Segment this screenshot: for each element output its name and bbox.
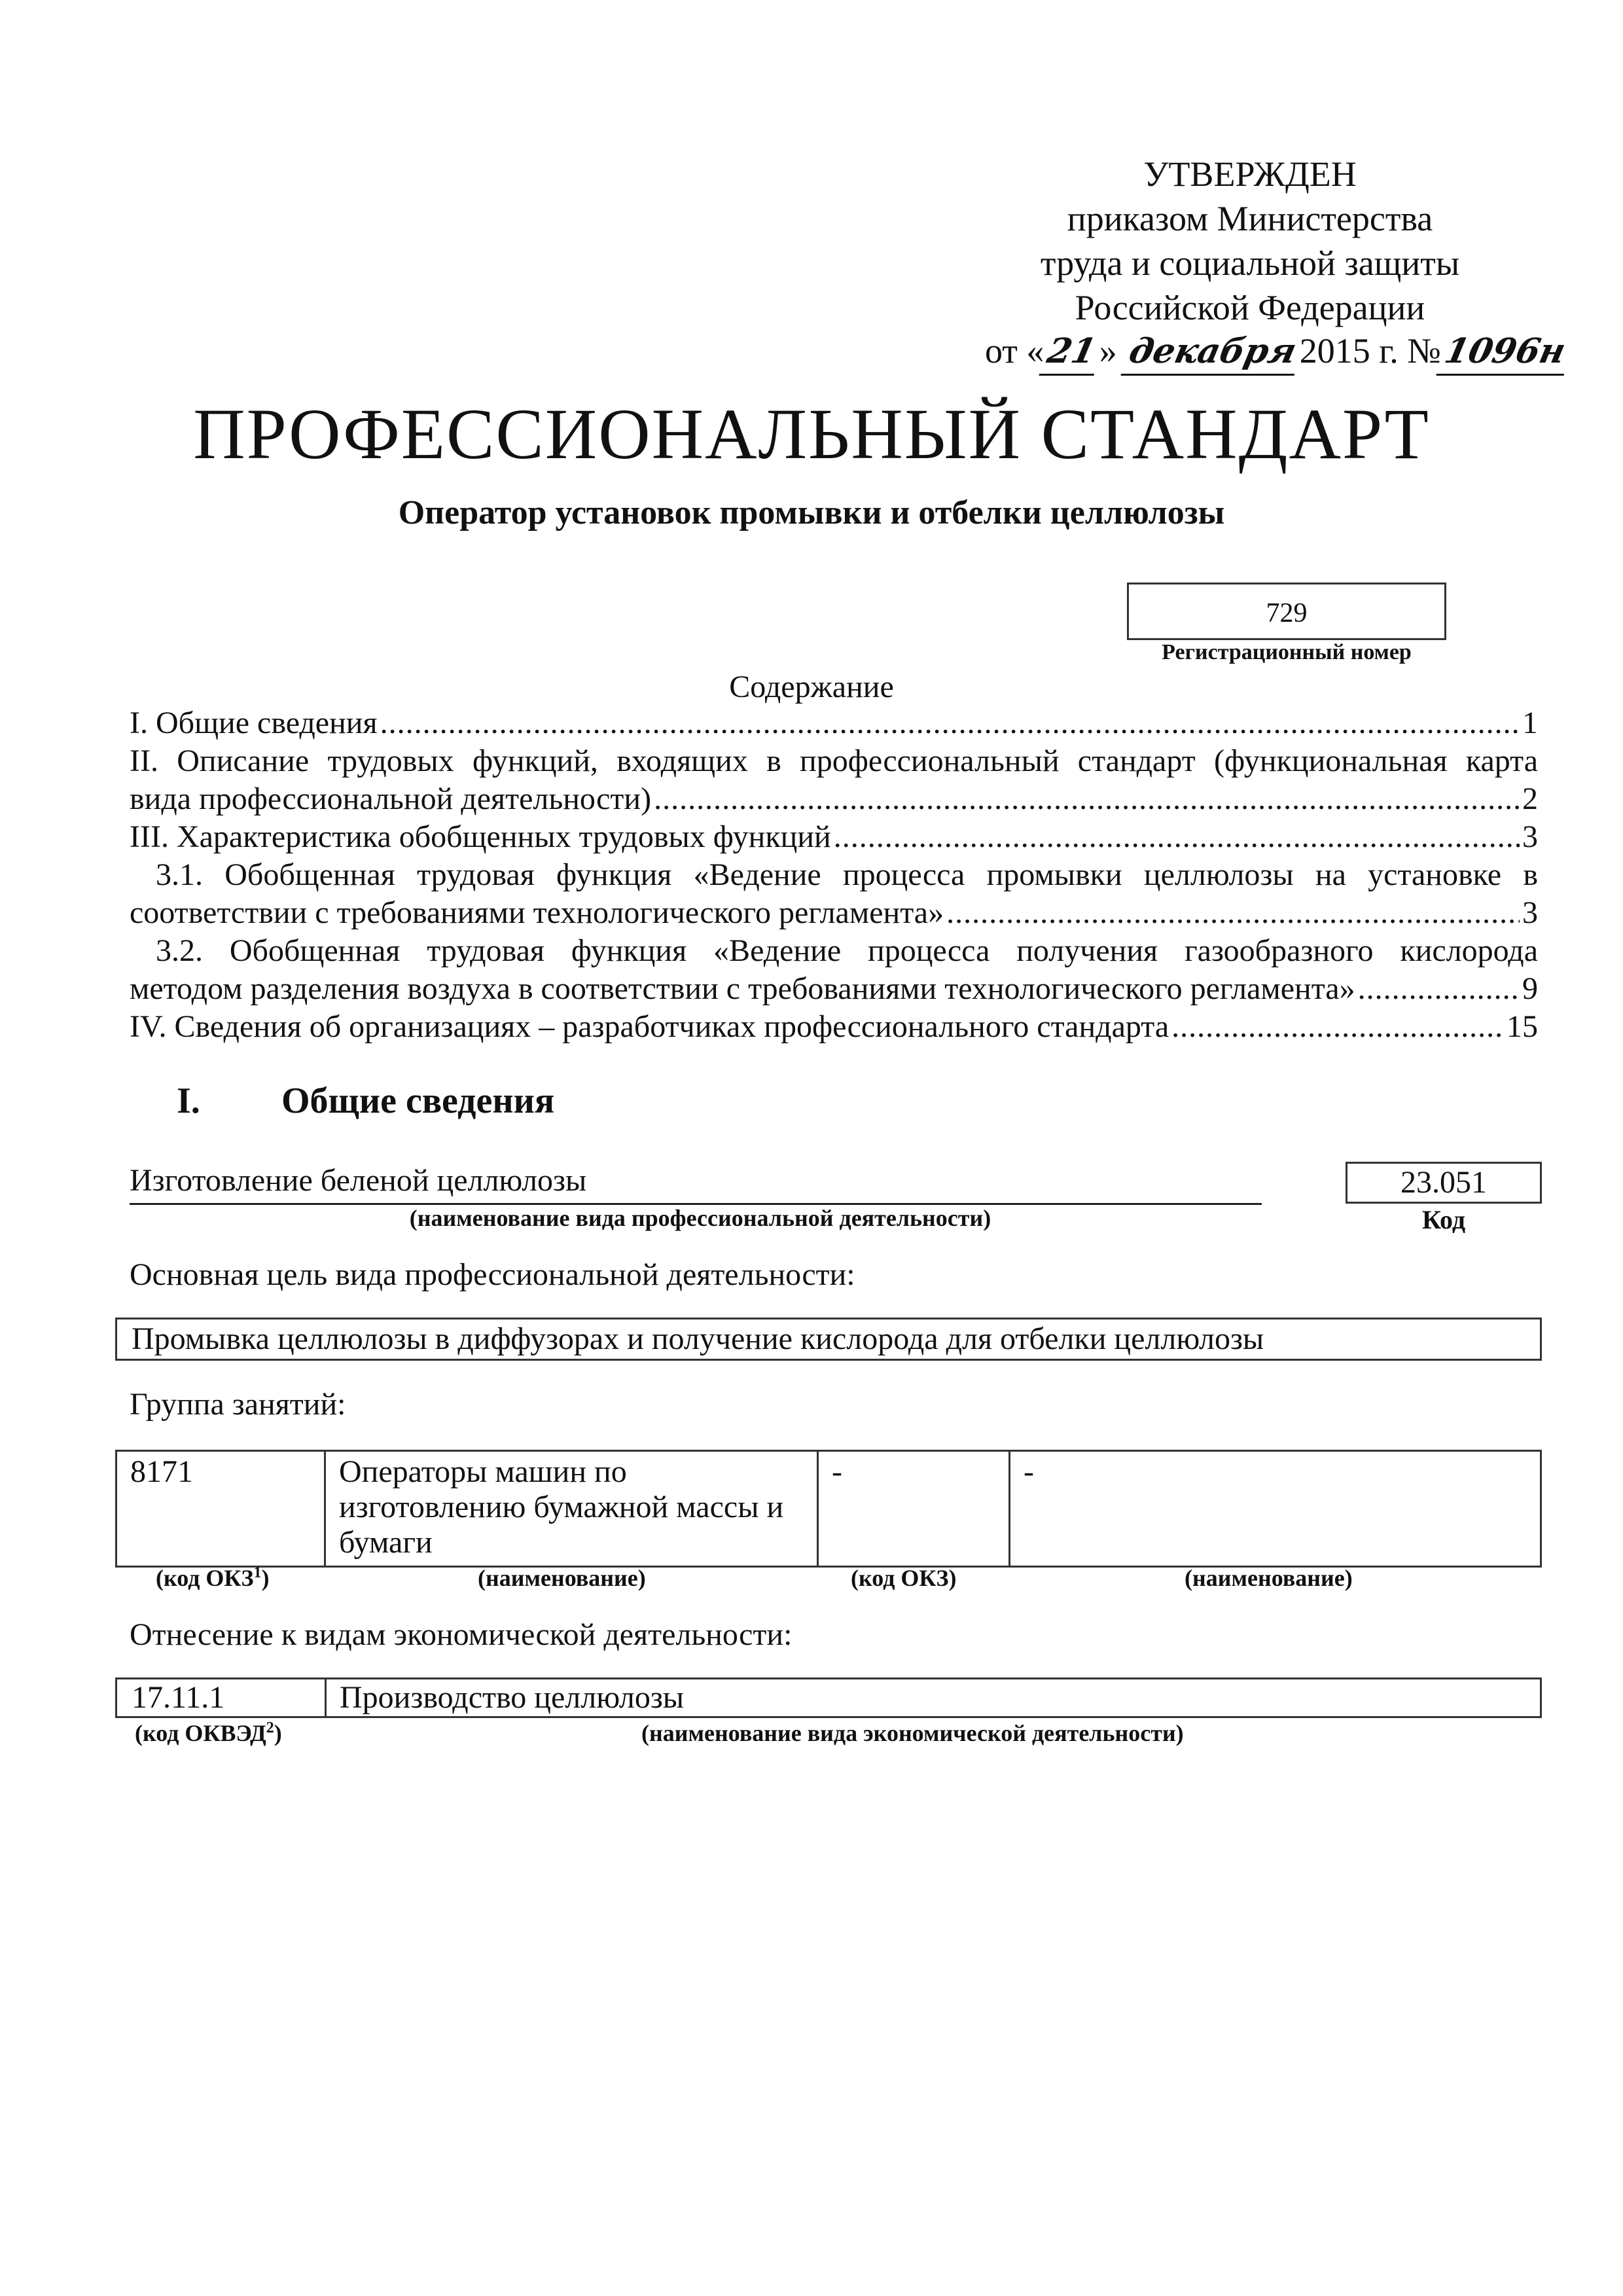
okved-code-caption-end: ) xyxy=(274,1720,282,1746)
okz-code-cell-2: - xyxy=(818,1451,1010,1567)
order-number-handwritten: 1096н xyxy=(1436,329,1573,376)
okved-code-cell: 17.11.1 xyxy=(117,1679,327,1716)
approval-heading: УТВЕРЖДЕН xyxy=(1143,154,1357,194)
okved-name-caption: (наименование вида экономической деятельности) xyxy=(641,1720,1184,1746)
okz-code-caption-end: ) xyxy=(261,1565,270,1591)
order-year: 2015 г. № xyxy=(1299,331,1441,370)
okz-name-caption-2: (наименование) xyxy=(1185,1565,1353,1591)
okved-name-cell: Производство целлюлозы xyxy=(340,1680,685,1715)
toc-page-number: 9 xyxy=(1522,971,1538,1006)
toc-item-text: соответствии с требованиями технологического регламента» xyxy=(130,895,944,930)
order-prefix: от « xyxy=(985,331,1044,370)
toc-item-text: методом разделения воздуха в соответствии с требованиями технологического регламента» xyxy=(130,971,1355,1006)
toc-leader xyxy=(654,780,1520,818)
toc-item[interactable] xyxy=(130,932,1538,1008)
toc-page-number: 2 xyxy=(1522,781,1538,816)
okz-code-caption xyxy=(156,1564,270,1592)
approval-line-order: приказом Министерства xyxy=(1067,199,1433,238)
toc-item[interactable] xyxy=(130,704,1538,742)
document-subtitle: Оператор установок промывки и отбелки целлюлозы xyxy=(398,494,1225,531)
occupation-group-table xyxy=(115,1450,1542,1568)
goal-box xyxy=(115,1318,1542,1361)
activity-name-caption: (наименование вида профессиональной деятельности) xyxy=(409,1205,991,1231)
section-heading xyxy=(177,1080,554,1122)
toc-leader xyxy=(380,704,1520,742)
activity-code-caption: Код xyxy=(1421,1205,1466,1234)
approval-line-country: Российской Федерации xyxy=(1075,288,1425,327)
econ-label: Отнесение к видам экономической деятельности: xyxy=(130,1617,793,1652)
toc-leader xyxy=(834,818,1520,856)
group-label: Группа занятий: xyxy=(130,1387,346,1422)
toc-item[interactable] xyxy=(130,856,1538,932)
footnote-marker: 1 xyxy=(253,1564,262,1581)
order-day-handwritten: 21 xyxy=(1039,329,1104,376)
activity-name-field xyxy=(130,1162,1262,1205)
toc-leader xyxy=(1171,1008,1504,1046)
toc-page-number: 3 xyxy=(1522,819,1538,854)
registration-number-box: 729 xyxy=(1127,583,1446,640)
section-title: Общие сведения xyxy=(281,1081,555,1121)
toc-item[interactable] xyxy=(130,818,1538,856)
goal-text: Промывка целлюлозы в диффузорах и получение кислорода для отбелки целлюлозы xyxy=(132,1321,1264,1356)
toc-leader xyxy=(946,894,1520,932)
toc-item-text: III. Характеристика обобщенных трудовых функций xyxy=(130,819,831,854)
okz-code-caption-2: (код ОКЗ) xyxy=(851,1565,957,1591)
activity-code-box: 23.051 xyxy=(1346,1162,1542,1204)
okz-code-caption-text: (код ОКЗ xyxy=(156,1565,254,1591)
okz-code-cell: 8171 xyxy=(116,1451,325,1567)
okved-code-caption-text: (код ОКВЭД xyxy=(135,1720,266,1746)
okz-name-caption: (наименование) xyxy=(478,1565,646,1591)
contents-heading: Содержание xyxy=(729,670,894,704)
registration-number-label: Регистрационный номер xyxy=(1162,640,1412,664)
toc-item-text: IV. Сведения об организациях – разработчиках профессионального стандарта xyxy=(130,1009,1169,1044)
toc-page-number: 15 xyxy=(1507,1009,1538,1044)
okz-name-cell-2: - xyxy=(1010,1451,1541,1567)
order-date-line xyxy=(985,329,1568,376)
approval-line-ministry: труда и социальной защиты xyxy=(1040,243,1460,283)
toc-item-text-first: II. Описание трудовых функций, входящих в профессиональный стандарт (функциональная карта xyxy=(130,744,1538,778)
order-month-handwritten: декабря xyxy=(1121,329,1305,376)
activity-name: Изготовление беленой целлюлозы xyxy=(130,1163,587,1198)
econ-activity-row xyxy=(115,1677,1542,1718)
toc-item-text: I. Общие сведения xyxy=(130,706,378,740)
document-title: ПРОФЕССИОНАЛЬНЫЙ СТАНДАРТ xyxy=(193,394,1430,474)
toc-item-text-first: 3.1. Обобщенная трудовая функция «Ведение процесса промывки целлюлозы на установке в xyxy=(156,857,1538,892)
approval-block xyxy=(949,152,1551,330)
toc-item[interactable] xyxy=(130,1008,1538,1046)
toc-page-number: 1 xyxy=(1522,706,1538,740)
toc-item-text-first: 3.2. Обобщенная трудовая функция «Ведение процесса получения газообразного кислорода xyxy=(156,933,1538,968)
table-row xyxy=(116,1451,1541,1567)
okved-code-caption xyxy=(135,1719,282,1747)
section-number: I. xyxy=(177,1081,200,1121)
toc-item-text: вида профессиональной деятельности) xyxy=(130,781,652,816)
toc-page-number: 3 xyxy=(1522,895,1538,930)
order-mid: » xyxy=(1099,331,1117,370)
goal-label: Основная цель вида профессиональной деятельности: xyxy=(130,1257,855,1292)
toc-leader xyxy=(1358,970,1520,1008)
okz-name-cell: Операторы машин по изготовлению бумажной массы и бумаги xyxy=(325,1451,818,1567)
toc-item[interactable] xyxy=(130,742,1538,818)
footnote-marker: 2 xyxy=(266,1719,274,1736)
